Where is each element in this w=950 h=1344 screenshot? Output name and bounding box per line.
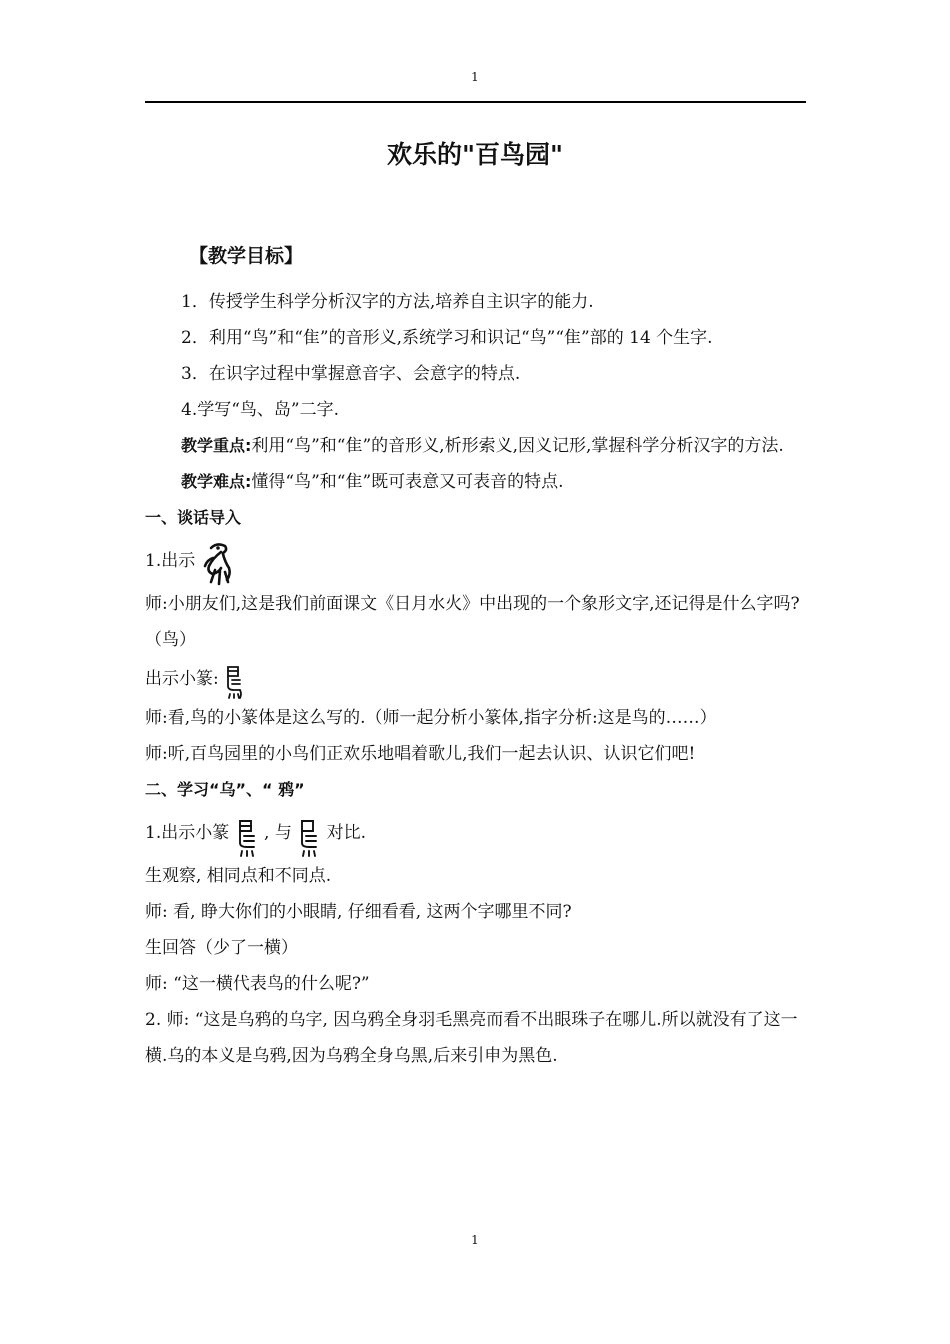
header-rule — [145, 101, 806, 103]
key-point-label: 教学重点: — [181, 436, 252, 455]
section1-heading: 一、谈话导入 — [145, 508, 242, 527]
teacher-line-2: 师:看,鸟的小篆体是这么写的.（师一起分析小篆体,指字分析:这是鸟的……） — [145, 708, 717, 728]
lesson-line: 师: 看, 睁大你们的小眼睛, 仔细看看, 这两个字哪里不同? — [145, 902, 572, 922]
header-page-number: 1 — [471, 70, 479, 84]
niao-seal-script-icon — [224, 664, 244, 700]
objectives-heading: 【教学目标】 — [189, 245, 304, 267]
difficulty-paragraph — [145, 464, 806, 500]
lesson-line: 生观察, 相同点和不同点. — [145, 866, 332, 886]
compare-mid: , 与 — [264, 823, 292, 843]
teacher-line-1: 师:小朋友们,这是我们前面课文《日月水火》中出现的一个象形文字,还记得是什么字吗?（鸟） — [145, 594, 800, 650]
show-pictograph-line — [145, 536, 806, 586]
teacher-line-3: 师:听,百鸟园里的小鸟们正欢乐地唱着歌儿,我们一起去认识、认识它们吧! — [145, 744, 696, 764]
seal-script-line — [145, 658, 806, 700]
objective-item: 4.学写“鸟、岛”二字. — [181, 400, 340, 420]
difficulty-label: 教学难点: — [181, 472, 252, 491]
objective-item: 3．在识字过程中掌握意音字、会意字的特点. — [181, 364, 521, 384]
objective-item: 1．传授学生科学分析汉字的方法,培养自主识字的能力. — [181, 292, 594, 312]
section2-heading: 二、学习“乌”、“ 鸦” — [145, 780, 305, 799]
key-point-paragraph — [145, 428, 806, 464]
document-body — [145, 236, 806, 1074]
seal-label: 出示小篆: — [145, 669, 219, 689]
show-label: 1.出示 — [145, 551, 196, 571]
document-title: 欢乐的"百鸟园" — [386, 140, 564, 169]
lesson-line: 2. 师: “这是乌鸦的乌字, 因乌鸦全身羽毛黑亮而看不出眼珠子在哪儿.所以就没有了这一横.乌的本义是乌鸦,因为乌鸦全身乌黑,后来引申为黑色. — [145, 1010, 798, 1066]
wu-seal-script-icon — [297, 818, 321, 858]
compare-prefix: 1.出示小篆 — [145, 823, 230, 843]
seal-compare-line — [145, 808, 806, 858]
niao-seal-script-icon — [235, 818, 259, 858]
key-point-text: 利用“鸟”和“隹”的音形义,析形索义,因义记形,掌握科学分析汉字的方法. — [251, 436, 784, 456]
lesson-line: 生回答（少了一横） — [145, 938, 298, 958]
difficulty-text: 懂得“鸟”和“隹”既可表意又可表音的特点. — [251, 472, 564, 492]
lesson-line: 师: “这一横代表鸟的什么呢?” — [145, 974, 370, 994]
bird-pictograph-icon — [201, 540, 235, 586]
footer-page-number: 1 — [471, 1233, 479, 1247]
compare-suffix: 对比. — [326, 823, 367, 843]
objective-item: 2．利用“鸟”和“隹”的音形义,系统学习和识记“鸟”“隹”部的 14 个生字. — [181, 328, 713, 348]
